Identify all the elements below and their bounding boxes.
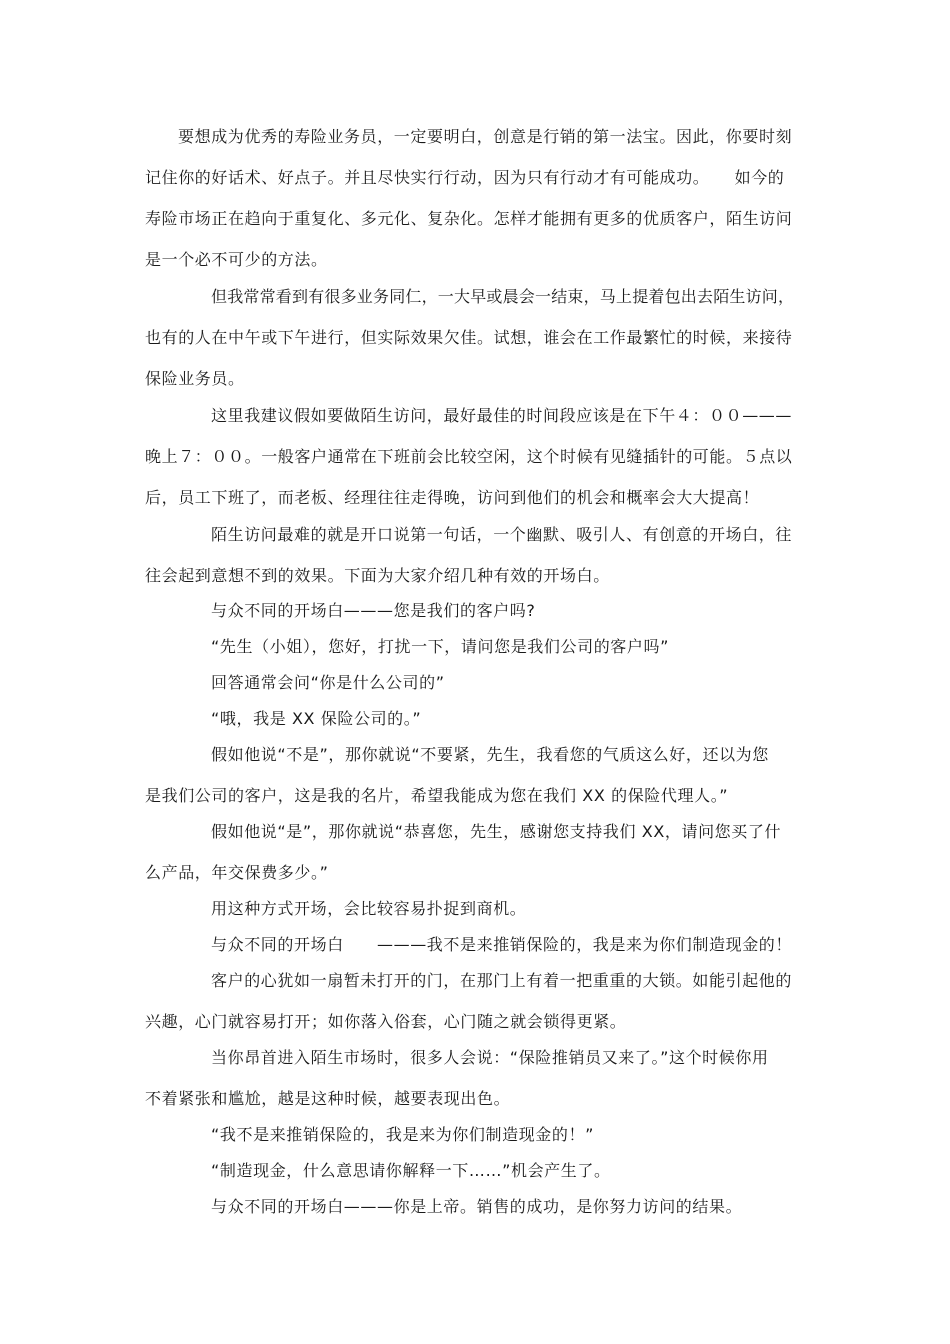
body-line-23: 客户的心犹如一扇暂未打开的门，在那门上有着一把重重的大锁。如能引起他的 <box>211 971 793 990</box>
body-line-26: 不着紧张和尴尬，越是这种时候，越要表现出色。 <box>145 1089 511 1108</box>
body-line-9: 晚上７：００。一般客户通常在下班前会比较空闲，这个时候有见缝插针的可能。５点以 <box>145 447 793 466</box>
body-line-13: 与众不同的开场白———您是我们的客户吗? <box>211 601 536 620</box>
body-line-3: 寿险市场正在趋向于重复化、多元化、复杂化。怎样才能拥有更多的优质客户，陌生访问 <box>145 209 793 228</box>
body-line-1: 要想成为优秀的寿险业务员，一定要明白，创意是行销的第一法宝。因此，你要时刻 <box>178 127 793 146</box>
body-line-20: 么产品，年交保费多少。” <box>145 863 329 882</box>
body-line-4: 是一个必不可少的方法。 <box>145 250 328 269</box>
body-line-25: 当你昂首进入陌生市场时，很多人会说：“保险推销员又来了。”这个时候你用 <box>211 1048 769 1067</box>
body-line-21: 用这种方式开场，会比较容易扑捉到商机。 <box>211 899 527 918</box>
body-line-5: 但我常常看到有很多业务同仁，一大早或晨会一结束，马上提着包出去陌生访问， <box>211 287 795 306</box>
body-line-29: 与众不同的开场白———你是上帝。销售的成功，是你努力访问的结果。 <box>211 1197 743 1216</box>
body-line-16: “哦，我是 XX 保险公司的。” <box>211 709 422 728</box>
body-line-11: 陌生访问最难的就是开口说第一句话，一个幽默、吸引人、有创意的开场白，往 <box>211 525 793 544</box>
body-line-10: 后，员工下班了，而老板、经理往往走得晚，访问到他们的机会和概率会大大提高！ <box>145 488 760 507</box>
body-line-6: 也有的人在中午或下午进行，但实际效果欠佳。试想，谁会在工作最繁忙的时候，来接待 <box>145 328 793 347</box>
body-line-15: 回答通常会问“你是什么公司的” <box>211 673 445 692</box>
body-line-17: 假如他说“不是”，那你就说“不要紧，先生，我看您的气质这么好，还以为您 <box>211 745 769 764</box>
body-line-14: “先生（小姐），您好，打扰一下，请问您是我们公司的客户吗” <box>211 637 669 656</box>
body-line-2: 记住你的好话术、好点子。并且尽快实行行动，因为只有行动才有可能成功。 如今的 <box>145 168 785 187</box>
body-line-12: 往会起到意想不到的效果。下面为大家介绍几种有效的开场白。 <box>145 566 610 585</box>
body-line-22: 与众不同的开场白 ———我不是来推销保险的，我是来为你们制造现金的！ <box>211 935 793 954</box>
body-line-28: “制造现金，什么意思请你解释一下……”机会产生了。 <box>211 1161 611 1180</box>
body-line-27: “我不是来推销保险的，我是来为你们制造现金的！” <box>211 1125 594 1144</box>
body-line-24: 兴趣，心门就容易打开；如你落入俗套，心门随之就会锁得更紧。 <box>145 1012 627 1031</box>
body-line-18: 是我们公司的客户，这是我的名片，希望我能成为您在我们 XX 的保险代理人。” <box>145 786 729 805</box>
body-line-8: 这里我建议假如要做陌生访问，最好最佳的时间段应该是在下午４：００——— <box>211 406 793 425</box>
body-line-19: 假如他说“是”，那你就说“恭喜您，先生，感谢您支持我们 XX，请问您买了什 <box>211 822 782 841</box>
body-line-7: 保险业务员。 <box>145 369 245 388</box>
